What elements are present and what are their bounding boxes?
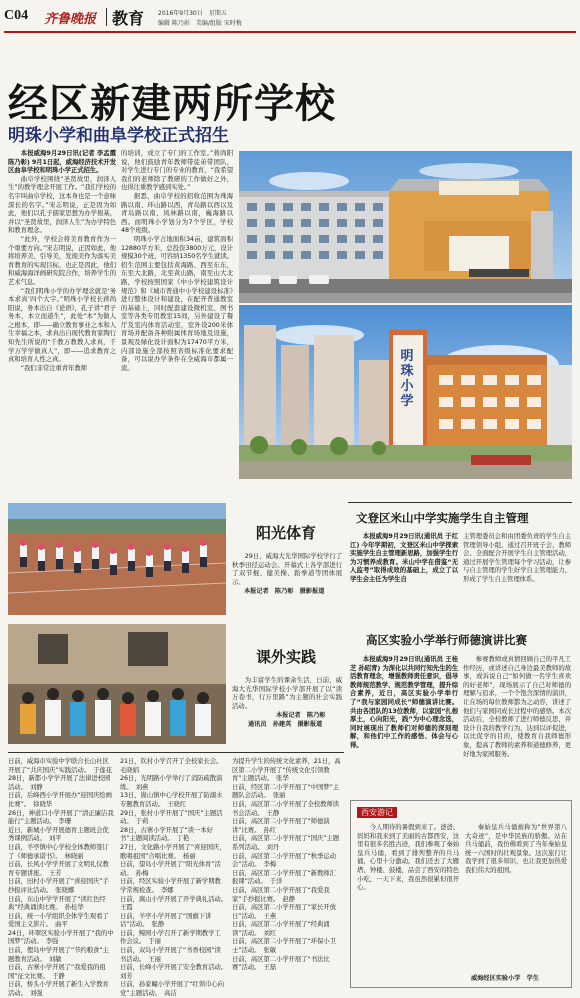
header-rule: [4, 31, 576, 33]
main-subheadline: 明珠小学和曲阜学校正式招生: [8, 126, 229, 146]
mishan-column-1: [350, 532, 458, 622]
practice-credit-2: 通讯员 孙建英 摄影报道: [248, 721, 323, 728]
qufu-school-illustration: [239, 151, 572, 303]
briefs-column-1: 日前，威海市实验中学联合长山社区开展了“共庆国庆”实践活动。 于莲花 28日，新都小学学开展了法律进校园活动。 刘静 日前，后峰西小学开展办“迎国庆绘画比赛”。 徐晓华 26日，神道口小学开展了“清正廉洁我能行”主题活动。 李珊 近日，新城小学开展德育主题班会优秀课例活动。 刘平 日前，羊亭镇中心学校全体教师签订了《师德承诺书》。 林晓丽 日前，长风小学学开展了文明礼仪教育专题讲座。 王芳 日前，田村小学开展了“喜迎国庆”手抄报评比活动。 张晓娜 日前，东山中学学开展了“读红色经典”经典诵读比赛。 孙桂华 日前，统一小学组织全体学生观看了爱国主义影片。 曲平 24日，环翠区实验小学开展了“我的中国梦”活动。 李强 日前，俚岛中学开展了“节约粮食”主题教育活动。 刘敏 日前，古寨小学开展了“我爱我的祖国”征文比赛。 于静 日前，桥头小学开展了新生入学教育活动。 刘强: [8, 757, 114, 998]
qufu-school-photo: [239, 151, 572, 303]
travel-essay-box: [350, 800, 572, 988]
mishan-heading: 文登区米山中学实施学生自主管理: [356, 511, 529, 525]
gaoqu-paragraph: 本报威海9月29日讯(通讯员 王桂芝 孙昭青) 为深化以共同行知先生的生活教育理念，增强教师责任意识，倡导教师规范教学、规范教学管理，提升综合素养，近日，高区实验小学举行了“我与家园同成长”师德演讲比赛。共由各团队的13位教师，以家园“扎根厚土，心向阳光，践”为中心理念选，同时展现出了教师们对师德的深刻理解，和他们中工作的感悟、体会与心得。: [350, 655, 458, 749]
article-paragraph: “我们明珠小学的办学理念就是‘务本求真’四个大字。”明珠小学校长蒋尚阳说，务本出自《论语》，孔子讲“君子务本，本立而道生”，此处“本”为做人之根本，即——确立教育事业之本和人生幸福之本，求真出自现代教育家陶行知先生所说的“千教万教教人求真，千学万学学做真人”，即——追求教育之真和培育人性之真。: [8, 286, 116, 364]
travel-essay-paragraph: 秦始皇兵马俑被称为“世界第八大奇迹”，是中华民族的骄傲。站在兵马俑前，我仿佛看到了当年秦始皇统一六国时的壮观景象。这次旅行让我学到了很多知识，也让我更加热爱我们伟大的祖国。: [465, 823, 567, 874]
travel-essay-paragraph: 今人期待的暑假到来了。爸爸、妈妈和我来到了美丽的古都西安，这里有很多名胜古迹，我们参观了秦始皇兵马俑，看到了排列整齐的兵马俑，心里十分激动。我们还去了大雁塔、钟楼、鼓楼，品尝了西安的特色小吃，一天下来，我虽然很累但很开心。: [357, 823, 459, 892]
practice-text: [232, 676, 342, 710]
briefs-divider: [8, 752, 344, 753]
main-article-column-1: [8, 149, 116, 491]
article-paragraph: “此外，学校会将美育教育作为一个重要方向。”宋志明说，正因如此，他将培养美、引导美，发现美作为落实美育教育的实现目标，也正是因此，他们和威海海洋画研究院合作，培养学生的艺术气息。: [8, 234, 116, 286]
gaoqu-column-2: [463, 655, 571, 791]
issue-date: 2016年9月30日 星期五: [158, 10, 227, 17]
mingzhu-school-photo: [239, 305, 572, 479]
article-paragraph: 曲阜学校围绕“圣贤故里，润泽人生”的教学理念开展工作。“我们学校的名字叫曲阜学校，这本身也是一个意味深长的名字。”宋志明说，正是因为如此，他们以孔子儒家思想为办学根基，并以“圣贤故里，润泽人生”为办学特色和教育理念。: [8, 174, 116, 235]
gaoqu-column-1: [350, 655, 458, 791]
travel-essay-tag: 西安游记: [357, 807, 397, 818]
practice-photo: [8, 624, 226, 744]
travel-essay-column-1: [357, 823, 459, 983]
travel-essay-author: 威海经区实验小学 学生: [471, 975, 540, 982]
gaoqu-heading: 高区实验小学举行师德演讲比赛: [366, 633, 527, 647]
school-sign: 明珠小学: [400, 349, 414, 409]
practice-heading: 课外实践: [256, 648, 317, 666]
header-divider: [106, 8, 107, 26]
section-name: 教育: [112, 9, 145, 28]
sports-meet-illustration: [8, 503, 226, 615]
section-divider: [348, 502, 572, 503]
briefs-column-3: 为提升学生的传统文化素养，21日，高区第二小学开展了“传统文化引领教育”主题活动。 张华 日前，经区第二小学开展了“中国梦”主题队会活动。 张丽 日前，高区第二小学开展了全校教师读书会活动。 王静 日前，高区第二小学开展了“师德演讲”比赛。 孙红 日前，高区第二小学开展了“国庆”主题系列活动。 刘丹 日前，高区第二小学开展了“秋季运动会”活动。 李梅 日前，高区第二小学开展了“新教师汇报课”活动。 于洋 日前，高区第二小学开展了“我爱我家”手抄报比赛。 赵静 日前，高区第二小学开展了“家长开放日”活动。 王燕 日前，高区第二小学开展了“经典诵读”活动。 刘红 日前，高区第二小学开展了“环保小卫士”活动。 张敏 日前，高区第二小学开展了“书法比赛”活动。 王磊: [232, 757, 341, 972]
mishan-paragraph: 本报威海9月29日讯(通讯员 于红江) 今年学期初，文登区米山中学探索实施学生自主管理新思路，加强学生行为习惯养成教育。米山中学在借鉴“无人监考”取得成效的基础上，成立了以学生会主任为学生自: [350, 532, 458, 583]
article-paragraph: 据悉，曲阜学校的招收范围为珠海路以南、环山路以西，青岛路以西以及青岛路以南、凤林路以南，巍海路以西。而明珠小学划分为7个学区，学校48个班级。: [121, 191, 233, 235]
newspaper-logo: 齐鲁晚报: [44, 12, 97, 27]
main-article-column-2: [121, 149, 233, 491]
sunshine-sports-paragraph: 29日，威海大光华国际学校学行了秋季田径运动会。开幕式上各学部进行了双节棍、健美操、跆拳道等团体展示。: [232, 552, 342, 586]
main-headline: 经区新建两所学校: [8, 81, 336, 127]
article-paragraph: 明珠小学占地面积34亩，建筑面积12880平方米，总投资3800万元，设计规模30个班，可容纳1350名学生就读。招生范围主要包括黄海路、西至东东，东至大北路，北至黄山路，南至山大北路，学校按照国家《中小学校建筑设计规范》和《城市普通中小学校建设标准》进行整体设计和建设，在配齐普通教室的基础上，同时配套建设微机室、图书室等各类专用教室15间，另外建设了餐厅及室内体育活动室，室外设200米体育场并配备各种附属体育场地及设施，景观及绿化设计面积为17470平方米，内部设施全部按照省级标准化要求配备，可以说办学条件在全威海市都属一流。: [121, 234, 233, 372]
sports-meet-photo: [8, 503, 226, 615]
gaoqu-paragraph: 参赛教师或真情回顾自己的平凡工作经历，或讲述自己身边最美教师的故事，或诉说自己“如何做一名学生喜欢的好老师”，现场展示了自己对师德的理解与追求，一个个饱含深情的演讲，让在场的每位教师都为之动容，讲述了他们与家园同成长过程中的感悟。本次活动后，全校教师了进行师德反思，并设计自我的教学行为，达到以评促进，以比促学的目的，使教育自我师德形象，提高了教师的素养和道德修养，更好地为家园服务。: [463, 655, 571, 758]
page-header: [0, 0, 580, 36]
editor-credit: 编辑 陈乃彰 美编/组版 宋时梅: [158, 20, 242, 27]
article-paragraph: “我们非常注重青年教师: [20, 363, 87, 372]
sunshine-sports-text: [232, 552, 342, 586]
practice-illustration: [8, 624, 226, 744]
mishan-paragraph: 主管理委员会和由团委负责的学生自主管理领导小组，通过召开班子会、教师会、全面配合开展学生自主管理活动，通过开展学生管理每个学习活动，让参与自主管理的学生好学自主管理能力，形成了学生自主管理体系。: [463, 532, 571, 583]
practice-paragraph: 为丰富学生的课余生活，日前，威海大光华国际学校小学部开展了以“读万卷书，行万里路”为主题的社会实践活动。: [232, 676, 342, 710]
briefs-column-2: 21日，钦村小学召开了全校家长会。 毛晓娟 26日，光明路小学举行了消防疏散演练。 刘燕 13日，崮山镇中心学校开展了防溺水专题教育活动。 王晓红 29日，张村小学开展了“国庆”主题活动。 于莉 28日，古寨小学开展了“读一本好书”主题阅读活动。 丁艳 27日，文化路小学开展了“喜迎国庆，歌唱祖国”合唱比赛。 杨丽 日前，望岛小学开展了“阳光体育”活动。 孙梅 日前，经区实验小学开展了新学期教学常规检查。 李娜 日前，嵩山小学开展了开学典礼活动。 王霞 日前，羊亭小学开展了“国旗下讲话”活动。 张静 日前，鲸园小学召开了新学期教学工作会议。 于丽 日前，双岛小学开展了“书香校园”读书活动。 王丽 日前，长峰小学开展了安全教育活动。 刘芳 日前，孙家疃小学开展了“红领巾心向党”主题活动。 高洁: [120, 757, 226, 998]
practice-credit-1: 本报记者 陈乃彰: [276, 712, 326, 719]
sunshine-sports-heading: 阳光体育: [256, 524, 317, 542]
article-paragraph: 本报威海9月29日讯(记者 李孟霞 陈乃彰) 9月1日起，威海经济技术开发区曲阜学校和明珠小学正式招生。: [8, 149, 116, 175]
sunshine-sports-credit: 本报记者 陈乃彰 摄影报道: [244, 588, 325, 595]
article-paragraph: 的培训，成立了专门的工作室。”蒋尚阳说，他们鼓励青年教师带徒弟带团队，对学生进行专门的专业的教育，“我希望我们的老师除了教研的工作做好之外，也得注重教学感到实处。”: [121, 149, 233, 192]
mishan-column-2: [463, 532, 571, 622]
travel-essay-column-2: [465, 823, 567, 973]
page-number: C04: [4, 8, 29, 23]
